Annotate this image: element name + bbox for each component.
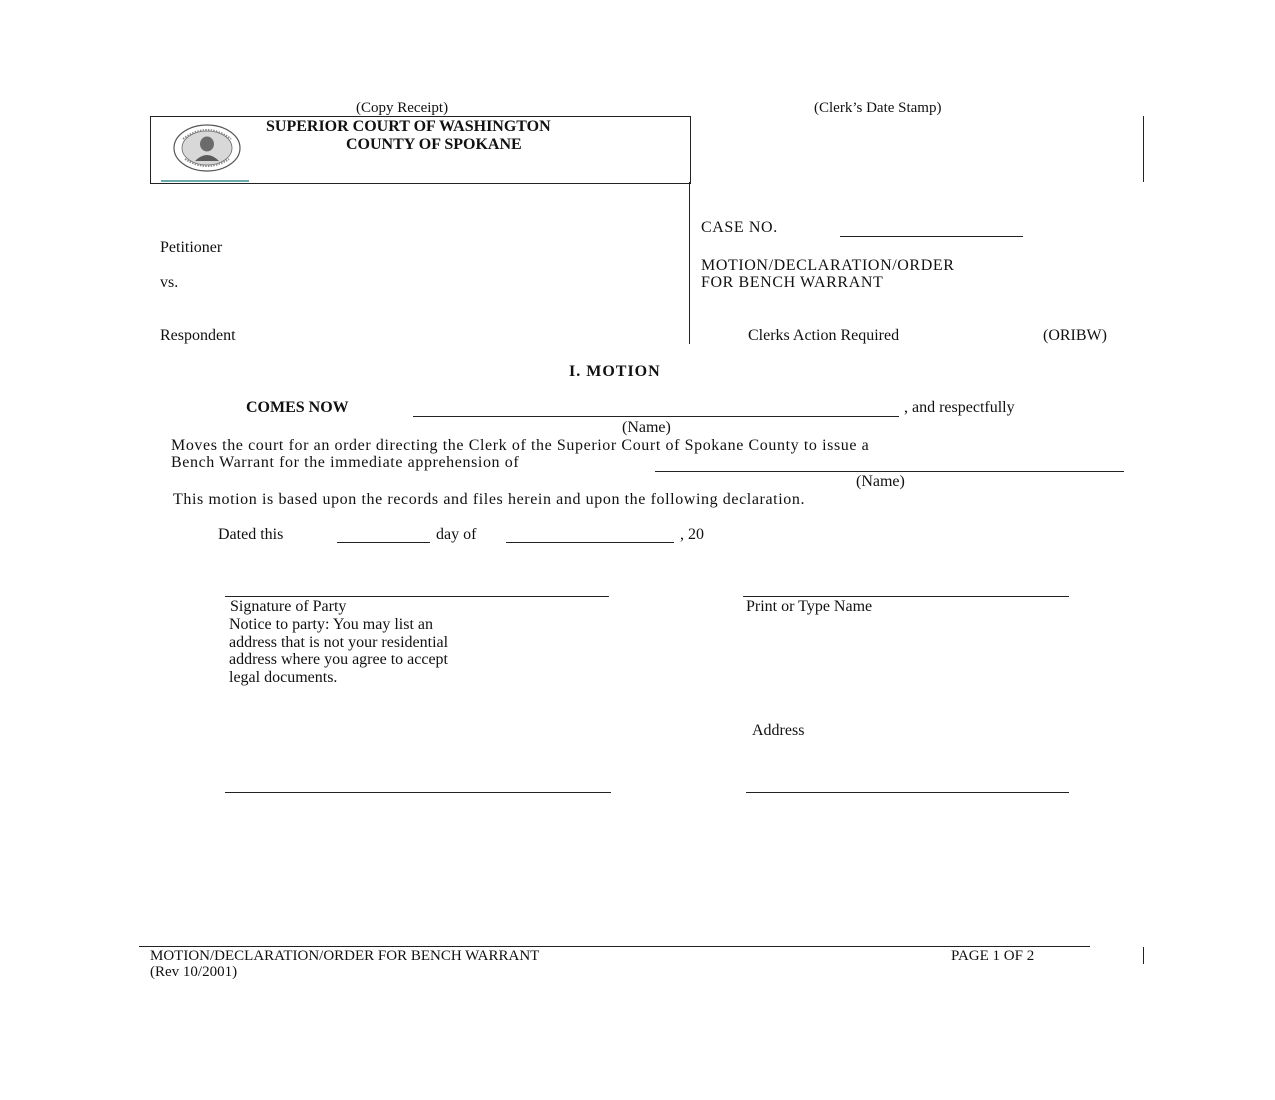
- caption-divider: [689, 182, 690, 344]
- apprehension-name-field[interactable]: [655, 471, 1124, 472]
- address-field-left[interactable]: [225, 792, 611, 793]
- vs-label: vs.: [160, 274, 179, 291]
- footer-form-title: MOTION/DECLARATION/ORDER FOR BENCH WARRANT: [150, 948, 540, 964]
- print-name-field[interactable]: [743, 596, 1069, 597]
- footer-margin-bar: [1143, 947, 1144, 964]
- notice-line-2: address that is not your residential: [229, 634, 449, 651]
- clerk-date-stamp-label: (Clerk’s Date Stamp): [814, 100, 942, 116]
- based-upon-text: This motion is based upon the records and files herein and upon the following declaration.: [173, 491, 806, 508]
- party-name-field[interactable]: [413, 416, 899, 417]
- respondent-label: Respondent: [160, 327, 236, 344]
- footer-rule: [139, 946, 1090, 947]
- respectfully-text: , and respectfully: [904, 399, 1015, 416]
- name-caption: (Name): [622, 419, 671, 436]
- month-field[interactable]: [506, 542, 674, 543]
- form-title-line-1: MOTION/DECLARATION/ORDER: [701, 257, 955, 274]
- notice-line-1: Notice to party: You may list an: [229, 616, 433, 633]
- dated-this-label: Dated this: [218, 526, 284, 543]
- court-name-line-2: COUNTY OF SPOKANE: [346, 136, 522, 153]
- clerks-action-label: Clerks Action Required: [748, 327, 900, 344]
- address-label: Address: [752, 722, 805, 739]
- comes-now-label: COMES NOW: [246, 399, 349, 416]
- footer-page-number: PAGE 1 OF 2: [951, 948, 1035, 964]
- action-code: (ORIBW): [1043, 328, 1107, 344]
- moves-text-line-2: Bench Warrant for the immediate apprehension of: [171, 454, 520, 471]
- stamp-area-divider: [1143, 116, 1144, 182]
- address-field-right[interactable]: [746, 792, 1069, 793]
- day-of-label: day of: [436, 526, 477, 543]
- signature-field[interactable]: [225, 596, 609, 597]
- year-prefix-label: , 20: [680, 526, 704, 543]
- copy-receipt-label: (Copy Receipt): [356, 100, 449, 116]
- petitioner-label: Petitioner: [160, 239, 223, 256]
- name-caption: (Name): [856, 473, 905, 490]
- motion-heading: I. MOTION: [569, 363, 661, 380]
- notice-line-4: legal documents.: [229, 669, 338, 686]
- signature-label: Signature of Party: [230, 598, 347, 615]
- day-field[interactable]: [337, 542, 430, 543]
- case-no-field[interactable]: [840, 236, 1023, 237]
- notice-line-3: address where you agree to accept: [229, 651, 448, 668]
- print-name-label: Print or Type Name: [746, 598, 873, 615]
- court-seal-icon: [169, 123, 245, 173]
- court-name-line-1: SUPERIOR COURT OF WASHINGTON: [266, 118, 551, 135]
- moves-text-line-1: Moves the court for an order directing the Clerk of the Superior Court of Spokane County to issue a: [171, 437, 870, 454]
- case-no-label: CASE NO.: [701, 219, 778, 236]
- seal-underline: [161, 180, 249, 182]
- form-title-line-2: FOR BENCH WARRANT: [701, 274, 884, 291]
- footer-revision: (Rev 10/2001): [150, 964, 238, 980]
